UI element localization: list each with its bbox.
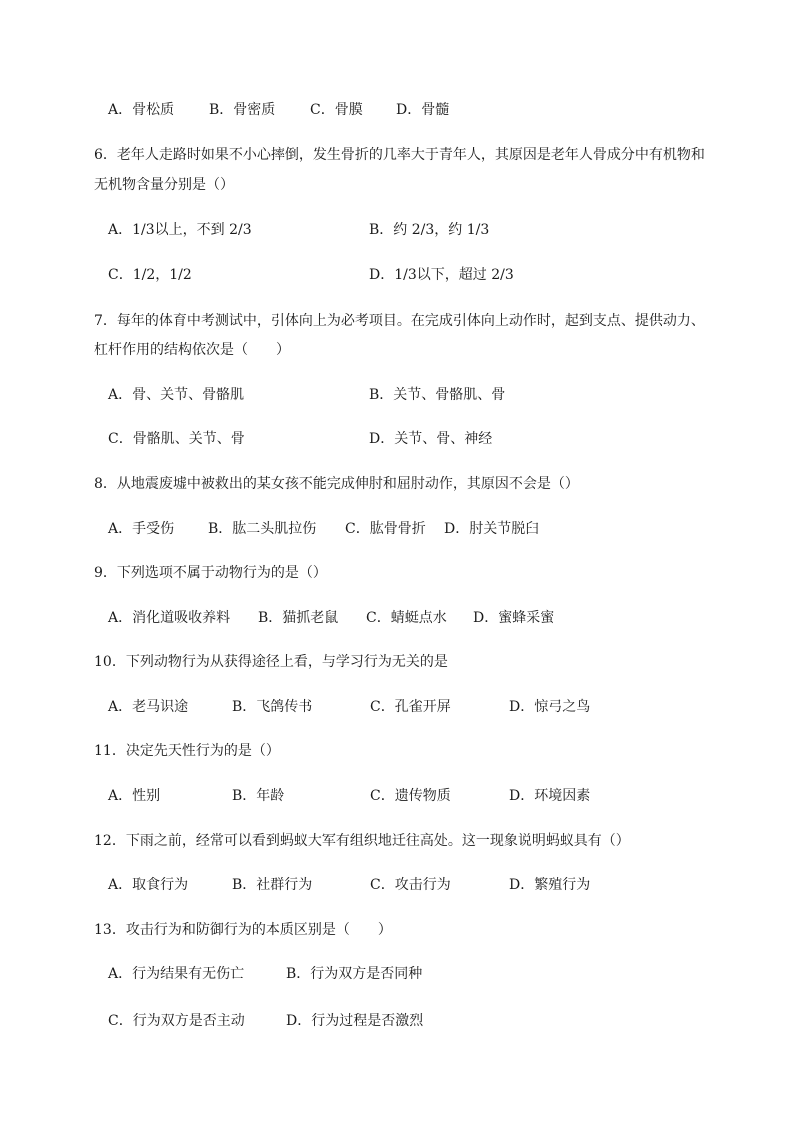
q10-option-d: D．惊弓之鸟 [509, 699, 591, 715]
q6-option-d: D．1/3以下，超过 2/3 [369, 267, 514, 283]
q13-option-a: A．行为结果有无伤亡 [108, 966, 245, 982]
q7-option-b: B．关节、骨骼肌、骨 [369, 387, 506, 403]
q6-stem-line1: 6．老年人走路时如果不小心摔倒，发生骨折的几率大于青年人，其原因是老年人骨成分中有机物和 [94, 147, 705, 163]
q13-option-b: B．行为双方是否同种 [286, 966, 423, 982]
q10-option-a: A．老马识途 [108, 699, 189, 715]
q8-option-c: C．肱骨骨折 [345, 521, 426, 537]
q13-option-d: D．行为过程是否激烈 [286, 1013, 424, 1029]
q5-option-d: D．骨髓 [396, 102, 450, 118]
q5-option-b: B．骨密质 [209, 102, 276, 118]
q9-option-c: C．蜻蜓点水 [366, 610, 447, 626]
q10-option-c: C．孔雀开屏 [370, 699, 451, 715]
q12-stem: 12．下雨之前，经常可以看到蚂蚁大军有组织地迁往高处。这一现象说明蚂蚁具有（） [94, 833, 630, 849]
q9-option-b: B．猫抓老鼠 [258, 610, 339, 626]
q9-stem: 9．下列选项不属于动物行为的是（） [94, 565, 327, 581]
q7-option-d: D．关节、骨、神经 [369, 431, 493, 447]
q6-stem-line2: 无机物含量分别是（） [94, 177, 234, 193]
q8-option-d: D．肘关节脱臼 [444, 521, 540, 537]
q5-option-c: C．骨膜 [310, 102, 363, 118]
q11-option-a: A．性别 [108, 788, 161, 804]
q8-option-a: A．手受伤 [108, 521, 175, 537]
q6-option-b: B．约 2/3，约 1/3 [369, 222, 490, 238]
q13-stem: 13．攻击行为和防御行为的本质区别是（ ） [94, 922, 392, 938]
q9-option-a: A．消化道吸收养料 [108, 610, 231, 626]
q5-option-a: A．骨松质 [108, 102, 175, 118]
q11-option-d: D．环境因素 [509, 788, 591, 804]
q13-option-c: C．行为双方是否主动 [108, 1013, 245, 1029]
q7-stem-line2: 杠杆作用的结构依次是（ ） [94, 342, 290, 358]
q8-option-b: B．肱二头肌拉伤 [208, 521, 317, 537]
q11-stem: 11．决定先天性行为的是（） [94, 743, 280, 759]
q12-option-c: C．攻击行为 [370, 877, 451, 893]
q7-stem-line1: 7．每年的体育中考测试中，引体向上为必考项目。在完成引体向上动作时，起到支点、提供动力、 [94, 313, 705, 329]
q10-option-b: B．飞鸽传书 [232, 699, 313, 715]
q12-option-d: D．繁殖行为 [509, 877, 591, 893]
q7-option-c: C．骨骼肌、关节、骨 [108, 431, 245, 447]
q8-stem: 8．从地震废墟中被救出的某女孩不能完成伸肘和屈肘动作，其原因不会是（） [94, 476, 579, 492]
q6-option-c: C．1/2，1/2 [108, 267, 192, 283]
q12-option-a: A．取食行为 [108, 877, 189, 893]
q12-option-b: B．社群行为 [232, 877, 313, 893]
q11-option-c: C．遗传物质 [370, 788, 451, 804]
q9-option-d: D．蜜蜂采蜜 [473, 610, 555, 626]
q10-stem: 10．下列动物行为从获得途径上看，与学习行为无关的是 [94, 654, 448, 670]
q11-option-b: B．年龄 [232, 788, 285, 804]
q7-option-a: A．骨、关节、骨骼肌 [108, 387, 245, 403]
q6-option-a: A．1/3以上，不到 2/3 [108, 222, 252, 238]
